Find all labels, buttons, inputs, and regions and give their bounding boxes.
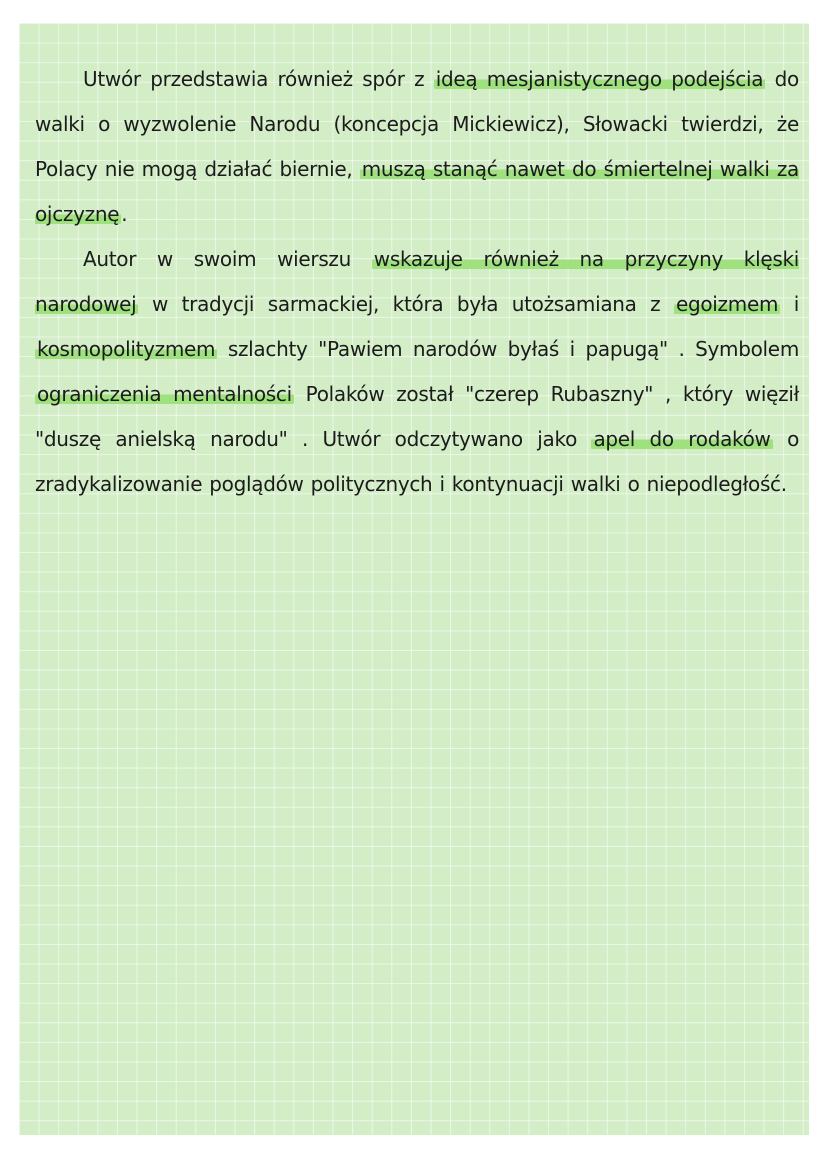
paragraph-2 — [35, 237, 799, 507]
paragraph-1 — [35, 57, 799, 237]
text-segment: i — [780, 292, 799, 316]
highlighted-phrase: wskazuje również na przyczyny klęski narodowej — [35, 247, 799, 316]
text-segment: Autor w swoim wierszu — [83, 247, 372, 271]
highlighted-phrase: kosmopolityzmem — [37, 337, 216, 361]
text-segment: Utwór przedstawia również spór z — [83, 67, 434, 91]
highlighted-phrase: egoizmem — [675, 292, 779, 316]
highlighted-phrase: ograniczenia mentalności — [37, 382, 292, 406]
text-segment: Polaków został "czerep Rubaszny" , który więził "duszę anielską narodu" . Utwór odczytywano jako — [35, 382, 800, 451]
text-segment: szlachty "Pawiem narodów byłaś i papugą" . Symbolem — [217, 337, 799, 361]
text-segment: w tradycji sarmackiej, która była utożsamiana z — [138, 292, 674, 316]
text-segment: do walki o wyzwolenie Narodu (koncepcja Mickiewicz), Słowacki twierdzi, że Polacy nie mogą działać biernie, — [35, 67, 799, 181]
text-segment: . — [121, 202, 128, 226]
notebook-page — [19, 23, 809, 1135]
note-text — [35, 57, 799, 507]
highlighted-phrase: ideą mesjanistycznego podejścia — [435, 67, 764, 91]
text-segment: o zradykalizowanie poglądów politycznych i kontynuacji walki o niepodległość. — [35, 427, 800, 496]
highlighted-phrase: apel do rodaków — [593, 427, 771, 451]
highlighted-phrase: muszą stanąć nawet do śmiertelnej walki za ojczyznę — [35, 157, 800, 226]
